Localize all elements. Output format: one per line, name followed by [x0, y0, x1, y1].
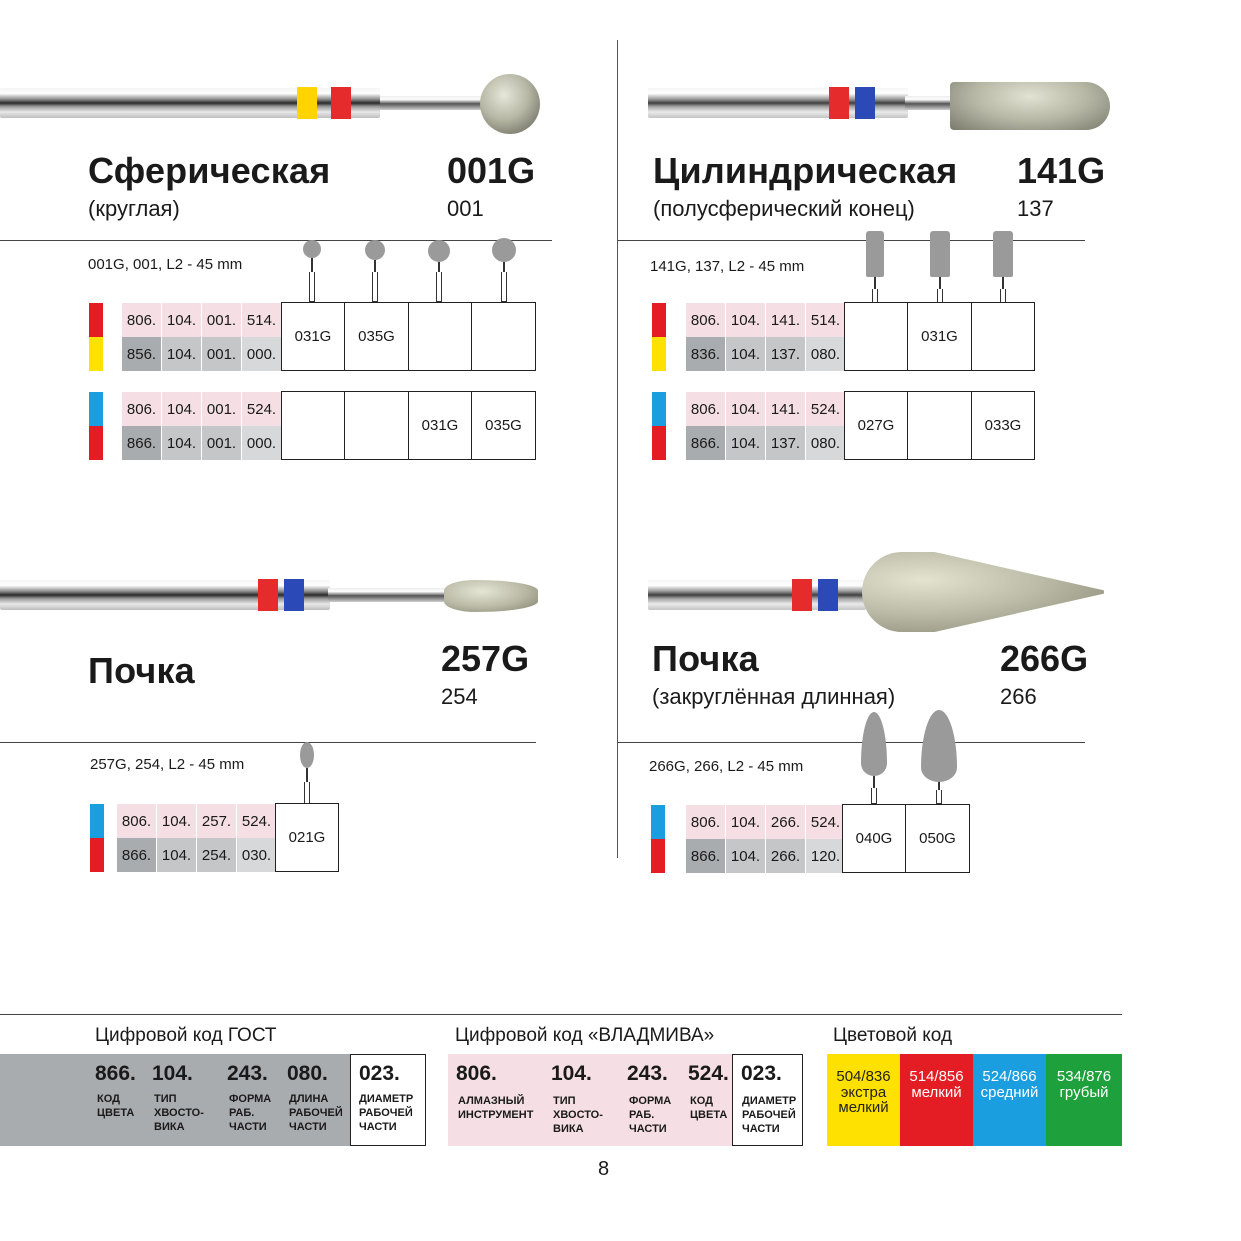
- legend-label: КОД ЦВЕТА: [97, 1093, 135, 1119]
- code-cell: 104.: [157, 838, 196, 872]
- product-subtitle: (круглая): [88, 196, 180, 221]
- color-band-1: [297, 87, 317, 119]
- size-box: 040G: [842, 804, 906, 873]
- color-code-fine: 514/856 мелкий: [900, 1054, 973, 1146]
- legend-num: 104.: [551, 1062, 592, 1085]
- code-cell: 030.: [237, 838, 276, 872]
- product-subcode: 254: [441, 684, 478, 709]
- product-title: Почка: [652, 638, 759, 679]
- size-box: 035G: [344, 302, 409, 371]
- size-box: [281, 391, 345, 460]
- code-cell: 266.: [766, 839, 805, 873]
- code-cell: 104.: [157, 804, 196, 838]
- code-cell: 104.: [726, 303, 765, 337]
- spec-line: 257G, 254, L2 - 45 mm: [90, 756, 245, 773]
- code-cell: 514.: [806, 303, 845, 337]
- size-box: 031G: [907, 302, 972, 371]
- code-cell: 001.: [202, 426, 241, 460]
- code-cell: 836.: [686, 337, 725, 371]
- code-cell: 806.: [117, 804, 156, 838]
- legend-title: Цветовой код: [833, 1025, 953, 1046]
- size-box: [844, 302, 908, 371]
- code-cell: 141.: [766, 392, 805, 426]
- code-cell: 524.: [806, 805, 845, 839]
- code-cell: 806.: [122, 303, 161, 337]
- code-cell: 524.: [237, 804, 276, 838]
- product-subtitle: (полусферический конец): [653, 196, 915, 221]
- code-cell: 104.: [162, 303, 201, 337]
- code-cell: 806.: [122, 392, 161, 426]
- code-cell: 137.: [766, 426, 805, 460]
- code-cell: 001.: [202, 303, 241, 337]
- code-cell: 524.: [242, 392, 281, 426]
- code-cell: 866.: [122, 426, 161, 460]
- legend-label: ДЛИНА РАБОЧЕЙ ЧАСТИ: [289, 1093, 343, 1133]
- code-cell: 524.: [806, 392, 845, 426]
- size-box: 050G: [905, 804, 970, 873]
- code-cell: 866.: [686, 426, 725, 460]
- legend-label: ТИП ХВОСТО- ВИКА: [154, 1093, 204, 1133]
- spec-line: 141G, 137, L2 - 45 mm: [650, 258, 805, 275]
- product-subcode: 137: [1017, 196, 1054, 221]
- code-cell: 000.: [242, 426, 281, 460]
- legend-title: Цифровой код ГОСТ: [95, 1025, 277, 1046]
- legend-label: АЛМАЗНЫЙ ИНСТРУМЕНТ: [458, 1095, 534, 1121]
- code-cell: 104.: [162, 426, 201, 460]
- spec-line: 001G, 001, L2 - 45 mm: [88, 256, 243, 273]
- code-cell: 000.: [242, 337, 281, 371]
- code-cell: 104.: [726, 839, 765, 873]
- section-rule: [0, 240, 552, 241]
- color-code-medium: 524/866 средний: [973, 1054, 1046, 1146]
- product-title: Цилиндрическая: [653, 150, 958, 191]
- code-cell: 257.: [197, 804, 236, 838]
- product-subcode: 001: [447, 196, 484, 221]
- product-subtitle: (закруглённая длинная): [652, 684, 896, 709]
- legend-label: КОД ЦВЕТА: [690, 1095, 728, 1121]
- color-code-coarse: 534/876 грубый: [1046, 1054, 1122, 1146]
- color-band-2: [331, 87, 351, 119]
- code-cell: 104.: [726, 337, 765, 371]
- legend-num: 023.: [741, 1062, 782, 1085]
- product-code: 001G: [447, 150, 536, 191]
- code-cell: 514.: [242, 303, 281, 337]
- code-cell: 806.: [686, 303, 725, 337]
- code-cell: 866.: [686, 839, 725, 873]
- page-number: 8: [598, 1158, 610, 1180]
- legend-label: ТИП ХВОСТО- ВИКА: [553, 1095, 603, 1135]
- code-cell: 080.: [806, 337, 845, 371]
- column-divider: [617, 40, 618, 858]
- code-cell: 001.: [202, 337, 241, 371]
- size-box: 021G: [275, 803, 339, 872]
- code-cell: 866.: [117, 838, 156, 872]
- product-title: Почка: [88, 650, 195, 691]
- section-rule: [618, 742, 1085, 743]
- size-box: 027G: [844, 391, 908, 460]
- size-box: 031G: [408, 391, 472, 460]
- section-rule: [618, 240, 1085, 241]
- legend-num: 866.: [95, 1062, 136, 1085]
- code-cell: 806.: [686, 805, 725, 839]
- product-subcode: 266: [1000, 684, 1037, 709]
- legend-num: 524.: [688, 1062, 729, 1085]
- legend-num: 243.: [627, 1062, 668, 1085]
- product-code: 141G: [1017, 150, 1106, 191]
- legend-title: Цифровой код «ВЛАДМИВА»: [455, 1025, 715, 1046]
- product-title: Сферическая: [88, 150, 331, 191]
- spec-line: 266G, 266, L2 - 45 mm: [649, 758, 804, 775]
- size-box: 033G: [971, 391, 1035, 460]
- legend-num: 243.: [227, 1062, 268, 1085]
- code-cell: 001.: [202, 392, 241, 426]
- size-box: [344, 391, 409, 460]
- legend-num: 023.: [359, 1062, 400, 1085]
- legend-label: ФОРМА РАБ. ЧАСТИ: [629, 1095, 672, 1135]
- code-cell: 080.: [806, 426, 845, 460]
- code-cell: 104.: [726, 426, 765, 460]
- legend-rule: [0, 1014, 1122, 1015]
- legend-num: 080.: [287, 1062, 328, 1085]
- size-box: 031G: [281, 302, 345, 371]
- legend-num: 806.: [456, 1062, 497, 1085]
- product-code: 257G: [441, 638, 530, 679]
- legend-num: 104.: [152, 1062, 193, 1085]
- product-code: 266G: [1000, 638, 1089, 679]
- code-cell: 104.: [726, 392, 765, 426]
- size-box: [471, 302, 536, 371]
- size-box: [907, 391, 972, 460]
- code-cell: 104.: [162, 337, 201, 371]
- code-cell: 120.: [806, 839, 845, 873]
- code-cell: 254.: [197, 838, 236, 872]
- code-cell: 266.: [766, 805, 805, 839]
- code-cell: 141.: [766, 303, 805, 337]
- size-box: [408, 302, 472, 371]
- legend-label: ФОРМА РАБ. ЧАСТИ: [229, 1093, 272, 1133]
- legend-label: ДИАМЕТР РАБОЧЕЙ ЧАСТИ: [742, 1095, 797, 1135]
- code-cell: 856.: [122, 337, 161, 371]
- section-rule: [0, 742, 536, 743]
- code-cell: 104.: [162, 392, 201, 426]
- color-code-extra-fine: 504/836 экстра мелкий: [827, 1054, 900, 1146]
- code-cell: 104.: [726, 805, 765, 839]
- code-cell: 806.: [686, 392, 725, 426]
- code-cell: 137.: [766, 337, 805, 371]
- size-box: 035G: [471, 391, 536, 460]
- size-box: [971, 302, 1035, 371]
- legend-label: ДИАМЕТР РАБОЧЕЙ ЧАСТИ: [359, 1093, 414, 1133]
